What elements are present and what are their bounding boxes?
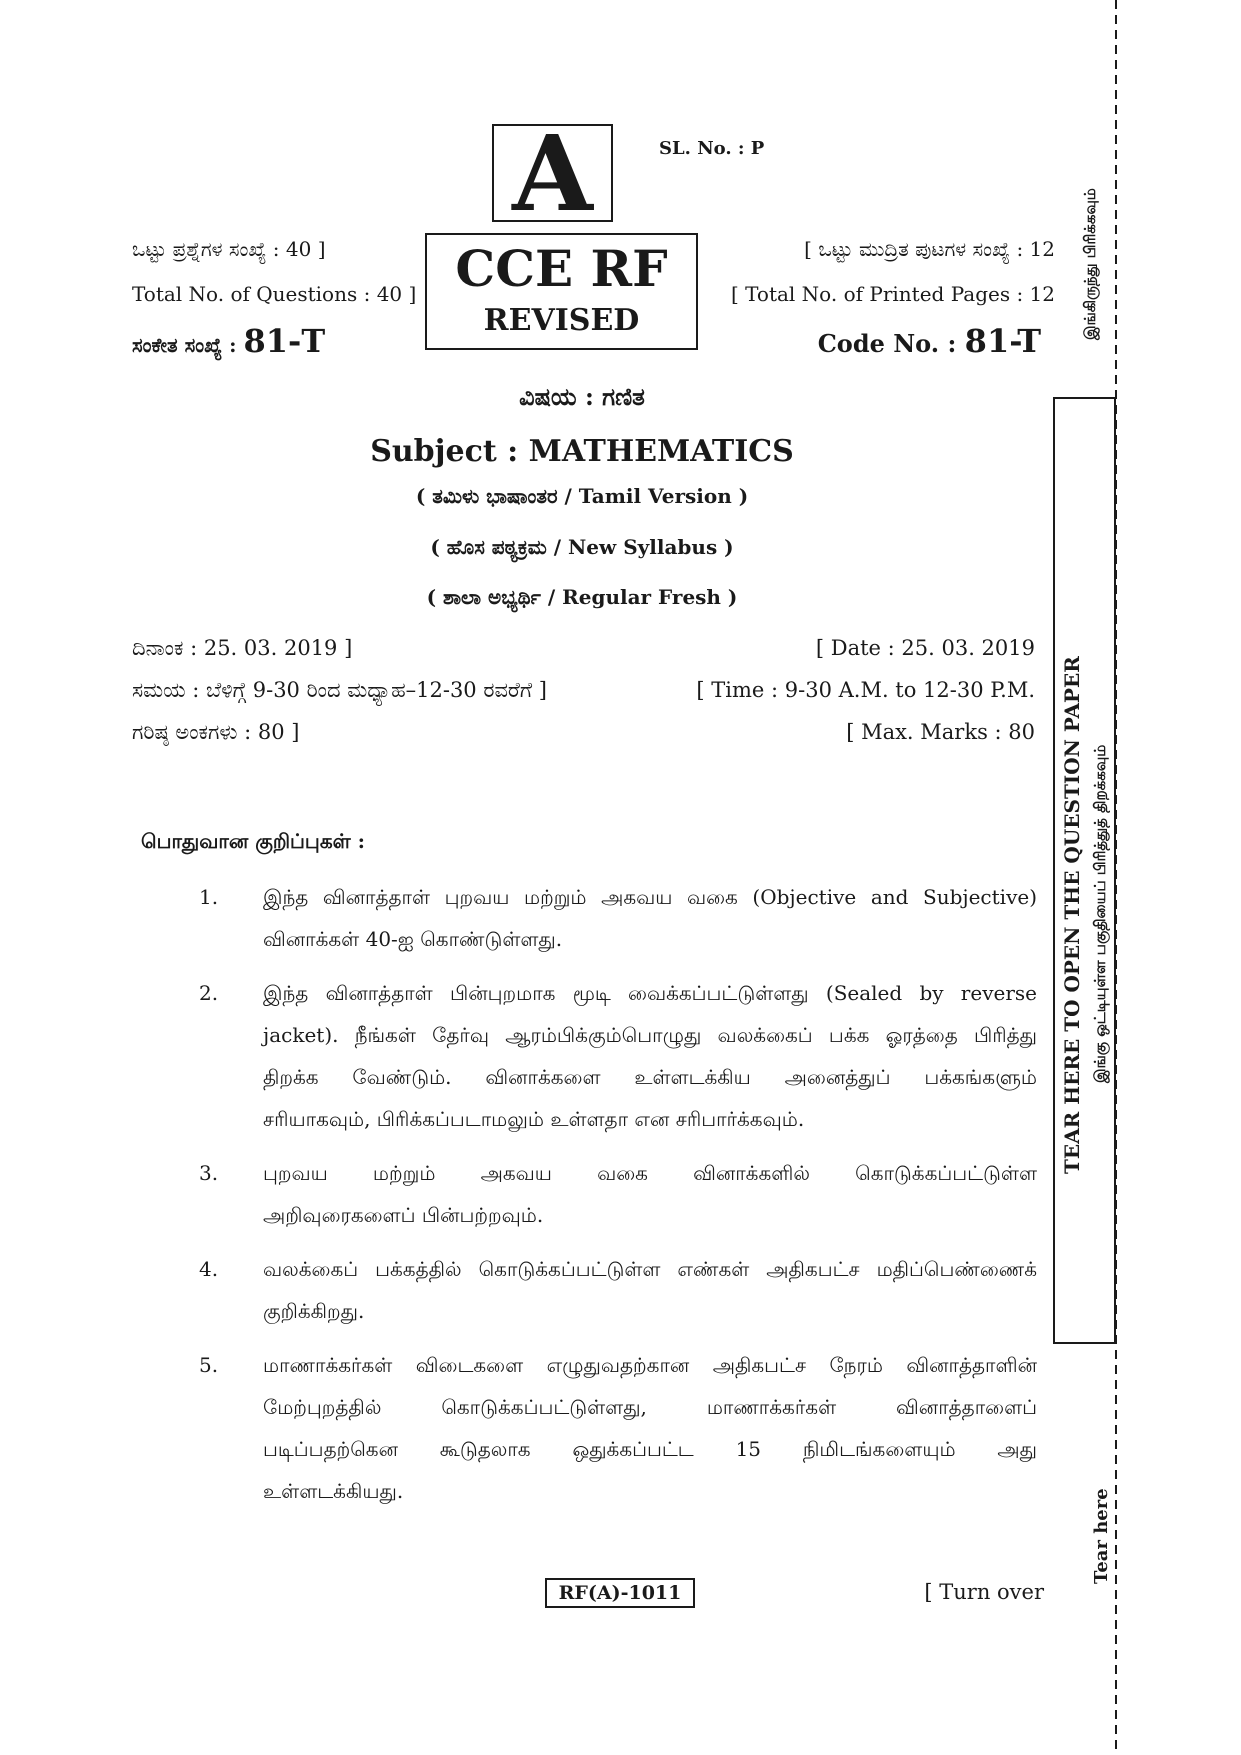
exam-title-box <box>425 233 698 350</box>
instruction-item <box>199 972 1037 1140</box>
paper-set-box <box>492 112 613 235</box>
instruction-text <box>263 1152 1037 1236</box>
instruction-line: வினாக்கள் 40-ஐ கொண்டுள்ளது. <box>263 927 563 951</box>
tear-panel-label-tamil: இங்கு ஒட்டியுள்ள பகுதியைப் பிரித்துத் திறக்கவும் <box>1091 744 1109 1084</box>
instruction-item <box>199 876 1037 960</box>
exam-time-english: [ Time : 9-30 A.M. to 12-30 P.M. <box>696 678 1035 702</box>
instruction-number: 4. <box>199 1257 219 1281</box>
booklet-code: RF(A)-1011 <box>545 1578 695 1608</box>
instruction-text <box>263 1248 1037 1332</box>
exam-date-kannada: ದಿನಾಂಕ : 25. 03. 2019 ] <box>132 636 353 660</box>
paper-set-letter: A <box>512 112 593 235</box>
syllabus-label: ( ಹೊಸ ಪಠ್ಯಕ್ರಮ / New Syllabus ) <box>430 535 734 559</box>
revision-label: REVISED <box>483 303 640 338</box>
total-questions-english: Total No. of Questions : 40 ] <box>132 282 417 306</box>
instruction-line: புறவய மற்றும் அகவய வகை வினாக்களில் கொடுக்கப்பட்டுள்ள <box>263 1161 1037 1185</box>
serial-number: SL. No. : P <box>659 138 765 159</box>
instruction-line: வலக்கைப் பக்கத்தில் கொடுக்கப்பட்டுள்ள எண்கள் அதிகபட்ச மதிப்பெண்ணைக் <box>263 1257 1037 1281</box>
code-number-label-kannada: ಸಂಕೇತ ಸಂಖ್ಯೆ : <box>132 333 244 357</box>
instruction-line: மேற்புறத்தில் கொடுக்கப்பட்டுள்ளது, மாணாக்கர்கள் வினாத்தாளைப் <box>263 1395 1037 1419</box>
code-number-kannada <box>132 321 325 365</box>
exam-time-kannada: ಸಮಯ : ಬೆಳಿಗ್ಗೆ 9-30 ರಿಂದ ಮಧ್ಯಾಹ–12-30 ರವರೆಗೆ ] <box>132 678 547 702</box>
tear-panel-label-english: TEAR HERE TO OPEN THE QUESTION PAPER <box>1060 656 1084 1174</box>
instruction-number: 3. <box>199 1161 219 1185</box>
language-version: ( ತಮಿಳು ಭಾಷಾಂತರ / Tamil Version ) <box>415 484 749 508</box>
total-pages-kannada: [ ಒಟ್ಟು ಮುದ್ರಿತ ಪುಟಗಳ ಸಂಖ್ಯೆ : 12 <box>804 237 1055 261</box>
code-number-value: 81-T <box>964 322 1041 360</box>
instruction-item <box>199 1344 1037 1512</box>
exam-date-english: [ Date : 25. 03. 2019 <box>815 636 1035 660</box>
code-number-value: 81-T <box>243 322 326 360</box>
candidate-type: ( ಶಾಲಾ ಅಭ್ಯರ್ಥಿ / Regular Fresh ) <box>426 585 738 609</box>
instruction-number: 1. <box>199 885 219 909</box>
instruction-line: அறிவுரைகளைப் பின்பற்றவும். <box>263 1203 544 1227</box>
instruction-text <box>263 876 1037 960</box>
subject-kannada: ವಿಷಯ : ಗಣಿತ <box>519 382 645 411</box>
instruction-line: jacket). நீங்கள் தேர்வு ஆரம்பிக்கும்பொழுது வலக்கைப் பக்க ஓரத்தை பிரித்து <box>263 1023 1037 1047</box>
cut-here-label: இங்கிருந்து பிரிக்கவும் <box>1081 188 1099 341</box>
max-marks-kannada: ಗರಿಷ್ಠ ಅಂಕಗಳು : 80 ] <box>132 720 300 744</box>
instruction-line: திறக்க வேண்டும். வினாக்களை உள்ளடக்கிய அனைத்துப் பக்கங்களும் <box>263 1065 1037 1089</box>
instruction-number: 5. <box>199 1353 219 1377</box>
instruction-line: உள்ளடக்கியது. <box>263 1479 404 1503</box>
total-questions-kannada: ಒಟ್ಟು ಪ್ರಶ್ನೆಗಳ ಸಂಖ್ಯೆ : 40 ] <box>132 237 326 261</box>
instruction-text <box>263 1344 1037 1512</box>
turn-over-note: [ Turn over <box>924 1580 1044 1604</box>
instructions-list <box>199 876 1037 1524</box>
instruction-text <box>263 972 1037 1140</box>
total-pages-english: [ Total No. of Printed Pages : 12 <box>730 282 1055 306</box>
exam-title: CCE RF <box>455 239 668 298</box>
instruction-line: இந்த வினாத்தாள் புறவய மற்றும் அகவய வகை (Objective and Subjective) <box>263 885 1037 909</box>
instructions-heading: பொதுவான குறிப்புகள் : <box>141 829 366 853</box>
instruction-item <box>199 1152 1037 1236</box>
instruction-number: 2. <box>199 981 219 1005</box>
code-number-label-english: Code No. : <box>817 329 965 358</box>
tear-here-label: Tear here <box>1091 1488 1112 1584</box>
instruction-line: படிப்பதற்கென கூடுதலாக ஒதுக்கப்பட்ட 15 நிமிடங்களையும் அது <box>263 1437 1037 1461</box>
instruction-line: சரியாகவும், பிரிக்கப்படாமலும் உள்ளதா என சரிபார்க்கவும். <box>263 1107 805 1131</box>
instruction-item <box>199 1248 1037 1332</box>
instruction-line: இந்த வினாத்தாள் பின்புறமாக மூடி வைக்கப்பட்டுள்ளது (Sealed by reverse <box>263 981 1037 1005</box>
subject-english: Subject : MATHEMATICS <box>370 434 794 469</box>
instruction-line: குறிக்கிறது. <box>263 1299 365 1323</box>
max-marks-english: [ Max. Marks : 80 <box>846 720 1035 744</box>
instruction-line: மாணாக்கர்கள் விடைகளை எழுதுவதற்கான அதிகபட்ச நேரம் வினாத்தாளின் <box>263 1353 1037 1377</box>
code-number-english <box>818 321 1041 364</box>
